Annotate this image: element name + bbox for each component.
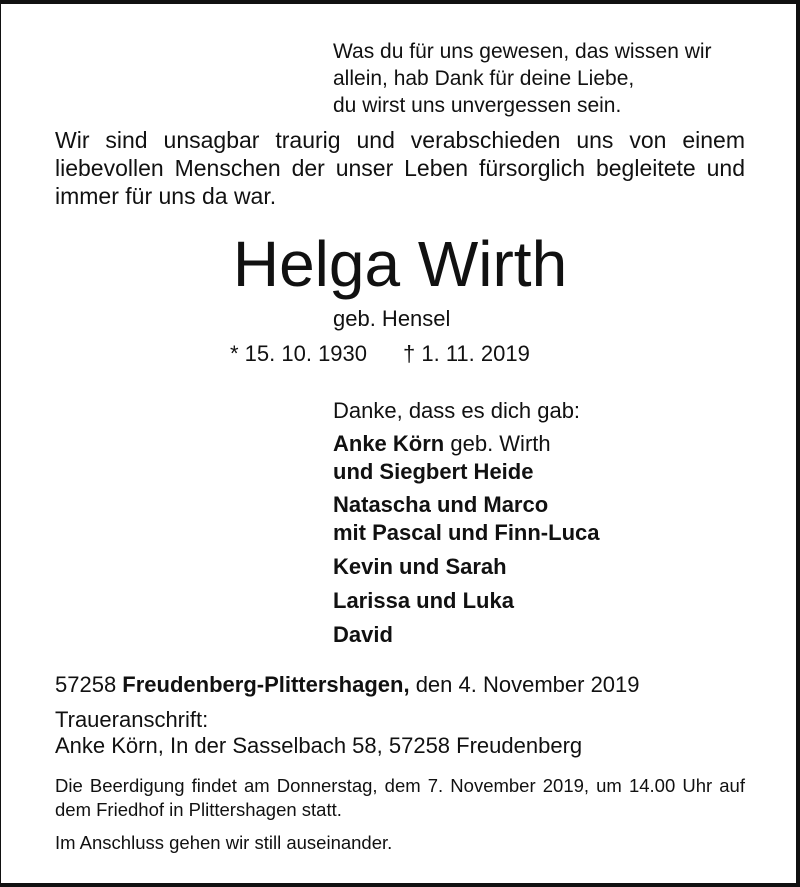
family-member-2-names: Natascha und Marco [333, 492, 549, 517]
family-member-3-names: Kevin und Sarah [333, 554, 507, 579]
family-list [333, 430, 599, 649]
poem [333, 38, 712, 119]
death-date: † 1. 11. 2019 [403, 341, 530, 366]
life-dates [230, 340, 530, 368]
mourning-address-label: Traueranschrift: [55, 707, 209, 732]
family-member-2-children [333, 519, 599, 547]
family-member-1-partner-name: und Siegbert Heide [333, 459, 534, 484]
intro-text: Wir sind unsagbar traurig und verabschieden uns von einem liebevollen Menschen der unser Leben fürsorglich begleitete und immer für uns da war. [55, 127, 745, 209]
family-member-4-names: Larissa und Luka [333, 588, 514, 613]
postal-code: 57258 [55, 672, 123, 697]
thanks-line: Danke, dass es dich gab: [333, 398, 581, 423]
birth-name: geb. Hensel [333, 306, 451, 331]
family-member-3 [333, 553, 599, 581]
family-member-1-name: Anke Körn [333, 431, 445, 456]
notice-date: den 4. November 2019 [409, 672, 640, 697]
poem-line-2: allein, hab Dank für deine Liebe, [333, 67, 635, 90]
mourning-address-line: Anke Körn, In der Sasselbach 58, 57258 Freudenberg [55, 733, 583, 758]
family-member-1 [333, 430, 599, 458]
closing-line: Im Anschluss gehen wir still auseinander. [55, 832, 393, 853]
town-name: Freudenberg-Plittershagen, [122, 672, 410, 697]
poem-line-1: Was du für uns gewesen, das wissen wir [333, 40, 712, 63]
mourning-address [55, 707, 582, 759]
family-member-5 [333, 621, 599, 649]
deceased-name: Helga Wirth [232, 228, 568, 300]
family-member-1-partner [333, 458, 599, 486]
family-member-5-name: David [333, 622, 393, 647]
funeral-info: Die Beerdigung findet am Donnerstag, dem 7. November 2019, um 14.00 Uhr auf dem Friedhof in Plittershagen statt. [55, 775, 745, 820]
family-member-1-birthname: geb. Wirth [444, 431, 551, 456]
place-date-line [55, 671, 640, 699]
family-member-2-children-names: mit Pascal und Finn-Luca [333, 520, 600, 545]
poem-line-3: du wirst uns unvergessen sein. [333, 94, 622, 117]
family-member-2 [333, 491, 599, 519]
family-member-4 [333, 587, 599, 615]
birth-date: * 15. 10. 1930 [230, 341, 368, 366]
